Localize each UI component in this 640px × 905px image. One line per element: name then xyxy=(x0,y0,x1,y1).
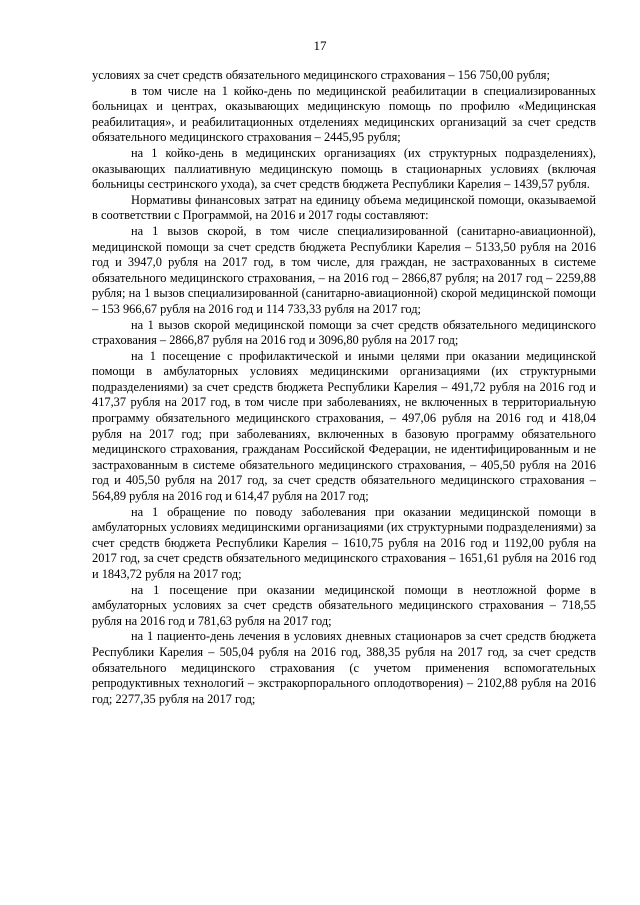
document-body xyxy=(92,68,596,707)
paragraph-urgent-visit: на 1 посещение при оказании медицинской помощи в неотложной форме в амбулаторных условиях за счет средств обязательного медицинского страхования – 718,55 рубля на 2016 год и 781,63 рубля на 2017 год; xyxy=(92,582,596,628)
paragraph-ambulance-call-insurance: на 1 вызов скорой медицинской помощи за счет средств обязательного медицинского страхования – 2866,87 рубля на 2016 год и 3096,80 рубля на 2017 год; xyxy=(92,317,596,348)
paragraph-rehabilitation-bed-day: в том числе на 1 койко-день по медицинской реабилитации в специализированных больницах и центрах, оказывающих медицинскую помощь по профилю «Медицинская реабилитация», и реабилитационных отделениях медицинских организаций за счет средств обязательного медицинского страхования – 2445,95 рубля; xyxy=(92,83,596,145)
paragraph-palliative-bed-day: на 1 койко-день в медицинских организациях (их структурных подразделениях), оказывающих паллиативную медицинскую помощь в стационарных условиях (включая больницы сестринского ухода), за счет средств бюджета Республики Карелия – 1439,57 рубля. xyxy=(92,145,596,192)
page-number: 17 xyxy=(313,38,327,53)
paragraph-disease-visit: на 1 обращение по поводу заболевания при оказании медицинской помощи в амбулаторных условиях медицинскими организациями (их структурными подразделениями) за счет средств бюджета Республики Карелия – 1610,75 рубля на 2016 год и 1192,00 рубля на 2017 год, за счет средств обязательного медицинского страхования – 1651,61 рубля на 2016 год и 1843,72 рубля на 2017 год; xyxy=(92,504,596,581)
paragraph-ambulance-call-budget: на 1 вызов скорой, в том числе специализированной (санитарно-авиационной), медицинской помощи за счет средств бюджета Республики Карелия – 5133,50 рубля на 2016 год и 3947,0 рубля на 2017 год, в том числе, для граждан, не застрахованных в системе обязательного медицинского страхования, – на 2016 год – 2866,87 рубля; на 2017 год – 2259,88 рубля; на 1 вызов специализированной (санитарно-авиационной) скорой медицинской помощи – 153 966,67 рубля на 2016 год и 114 733,33 рубля на 2017 год; xyxy=(92,223,596,316)
paragraph-continuation: условиях за счет средств обязательного медицинского страхования – 156 750,00 рубля; xyxy=(92,68,550,82)
paragraph-financial-norms-intro: Нормативы финансовых затрат на единицу объема медицинской помощи, оказываемой в соответствии с Программой, на 2016 и 2017 годы составляют: xyxy=(92,192,596,223)
paragraph-day-hospital: на 1 пациенто-день лечения в условиях дневных стационаров за счет средств бюджета Республики Карелия – 505,04 рубля на 2016 год, 388,35 рубля на 2017 год, за счет средств обязательного медицинского страхования (с учетом применения вспомогательных репродуктивных технологий – экстракорпорального оплодотворения) – 2102,88 рубля на 2016 год; 2277,35 рубля на 2017 год; xyxy=(92,629,596,706)
paragraph-preventive-visit: на 1 посещение с профилактической и иными целями при оказании медицинской помощи в амбулаторных условиях медицинскими организациями (их структурными подразделениями) за счет средств бюджета Республики Карелия – 491,72 рубля на 2016 год и 417,37 рубля на 2017 год, в том числе при заболеваниях, не включенных в территориальную программу обязательного медицинского страхования, – 497,06 рубля на 2016 год и 418,04 рубля на 2017 год; при заболеваниях, включенных в базовую программу обязательного медицинского страхования, гражданам Российской Федерации, не идентифицированным и не застрахованным в системе обязательного медицинского страхования, – 405,50 рубля на 2016 год и 405,50 рубля на 2017 год, за счет средств обязательного медицинского страхования – 564,89 рубля на 2016 год и 614,47 рубля на 2017 год; xyxy=(92,348,596,504)
